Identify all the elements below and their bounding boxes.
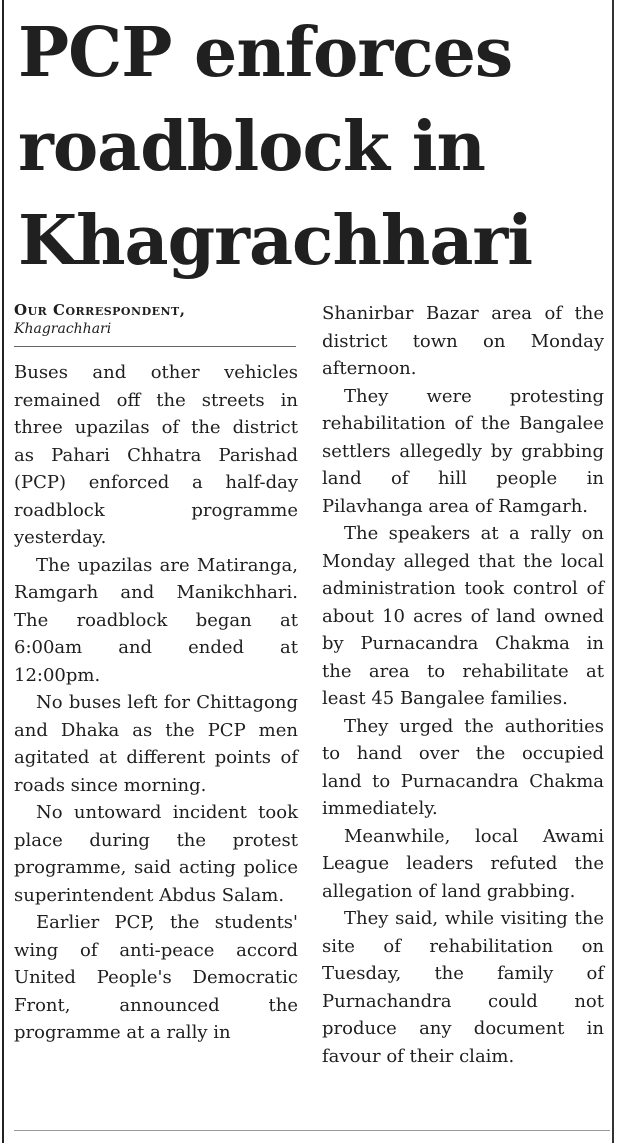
byline-divider — [14, 346, 296, 347]
headline-line-1: PCP enforces — [18, 13, 513, 93]
paragraph-8: They urged the authorities to hand over the occupied land to Purnacandra Chakma immediately. — [322, 715, 604, 819]
paragraph-5-part-2: Shanirbar Bazar area of the district town on Monday afternoon. — [322, 303, 604, 379]
bottom-rule — [14, 1130, 610, 1131]
paragraph-9: Meanwhile, local Awami League leaders refuted the allegation of land grabbing. — [322, 825, 604, 902]
paragraph-2: The upazilas are Matiranga, Ramgarh and Manikchhari. The roadblock began at 6:00am and ended at 12:00pm. — [14, 554, 298, 686]
page-border-left — [2, 0, 4, 1143]
column-rule-right — [612, 0, 614, 1143]
byline-name: Our Correspondent, — [14, 301, 186, 319]
headline — [18, 6, 608, 288]
article-column-left — [14, 300, 298, 1047]
paragraph-1: Buses and other vehicles remained off the streets in three upazilas of the district as Pahari Chhatra Parishad (PCP) enforced a half-day roadblock programme yesterday. — [14, 362, 298, 548]
paragraph-6: They were protesting rehabilitation of the Bangalee settlers allegedly by grabbing land of hill people in Pilavhanga area of Ramgarh. — [322, 385, 604, 517]
byline-place: Khagrachhari — [14, 321, 112, 337]
paragraph-4: No untoward incident took place during the protest programme, said acting police superintendent Abdus Salam. — [14, 802, 298, 906]
paragraph-10: They said, while visiting the site of rehabilitation on Tuesday, the family of Purnachandra could not produce any document in favour of their claim. — [322, 908, 604, 1067]
paragraph-7: The speakers at a rally on Monday alleged that the local administration took control of about 10 acres of land owned by Purnacandra Chakma in the area to rehabilitate at least 45 Bangalee families. — [322, 523, 604, 709]
paragraph-3: No buses left for Chittagong and Dhaka as the PCP men agitated at different points of roads since morning. — [14, 692, 298, 796]
headline-line-3: Khagrachhari — [18, 201, 533, 281]
headline-line-2: roadblock in — [18, 107, 485, 187]
paragraph-5-part-1: Earlier PCP, the students' wing of anti-peace accord United People's Democratic Front, announced the programme at a rally in — [14, 912, 298, 1043]
article-column-right — [322, 300, 604, 1070]
